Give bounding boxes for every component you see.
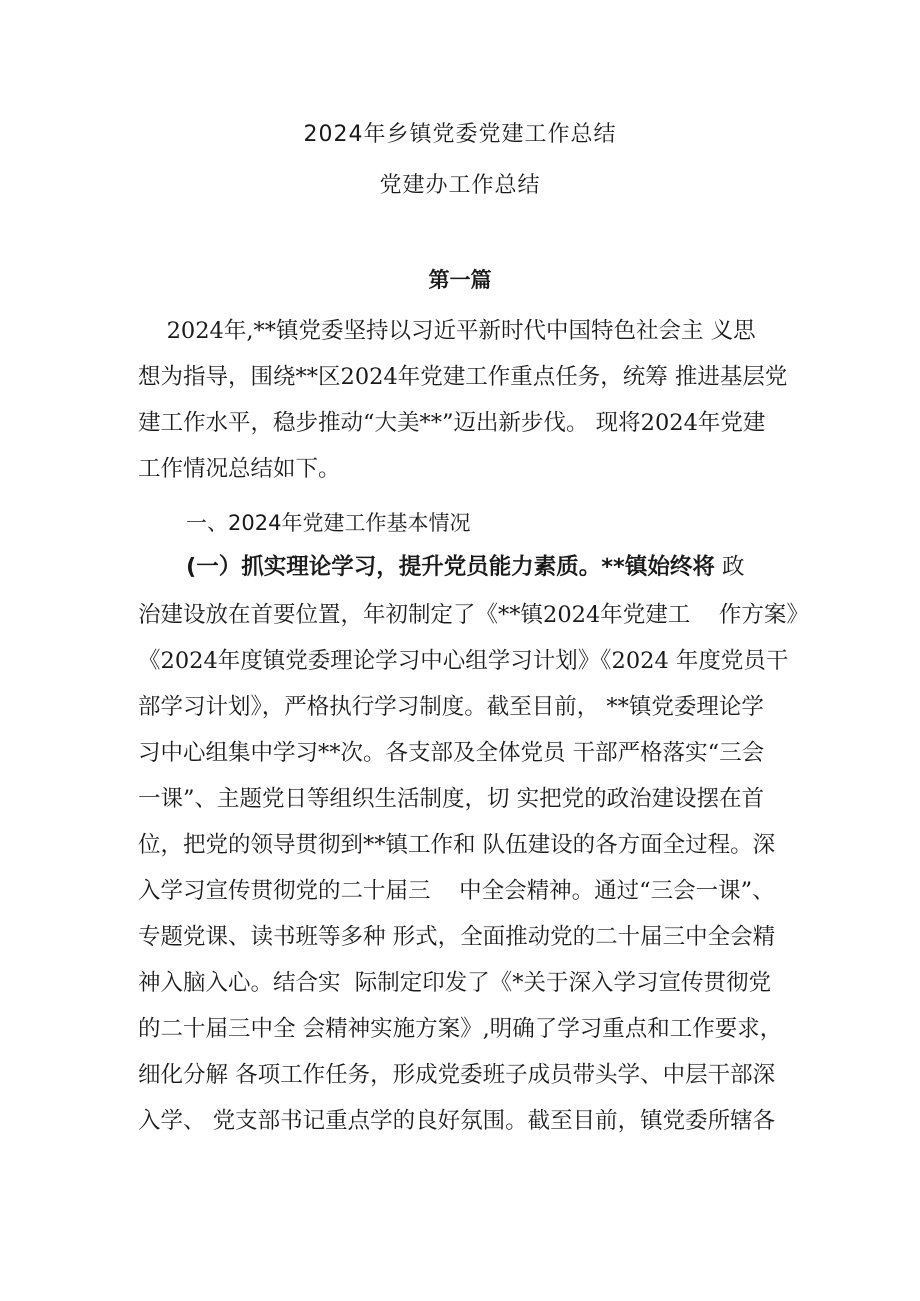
intro-line: 2024年,**镇党委坚持以习近平新时代中国特色社会主 义思 — [138, 318, 756, 344]
intro-line: 想为指导，围绕**区2024年党建工作重点任务，统筹 推进基层党 — [138, 364, 788, 390]
document-subtitle: 党建办工作总结 — [379, 173, 541, 198]
paragraph-line: 专题党课、读书班等多种 形式，全面推动党的二十届三中全会精 — [138, 924, 776, 950]
paragraph-line: 入学、 党支部书记重点学的良好氛围。截至目前，镇党委所辖各 — [138, 1108, 776, 1134]
paragraph-line: 神入脑入心。结合实 际制定印发了《*关于深入学习宣传贯彻党 — [138, 970, 772, 996]
paragraph-line: 部学习计划》，严格执行学习制度。截至目前， **镇党委理论学 — [138, 694, 764, 720]
paragraph-first-line — [186, 552, 806, 582]
paragraph-line: 位，把党的领导贯彻到**镇工作和 队伍建设的各方面全过程。深 — [138, 832, 776, 858]
paragraph-line: 治建设放在首要位置，年初制定了《**镇2024年党建工 作方案》 — [138, 602, 809, 628]
paragraph-lead-rest: 政 — [714, 554, 745, 580]
paragraph-line: 细化分解 各项工作任务，形成党委班子成员带头学、中层干部深 — [138, 1062, 776, 1088]
paragraph-line: 的二十届三中全 会精神实施方案》,明确了学习重点和工作要求， — [138, 1016, 783, 1042]
heading-level-1: 一、2024年党建工作基本情况 — [186, 511, 471, 535]
paragraph-line: 习中心组集中学习**次。各支部及全体党员 干部严格落实“三会 — [138, 740, 765, 766]
document-title: 2024年乡镇党委党建工作总结 — [303, 122, 617, 147]
paragraph-line: 一课”、主题党日等组织生活制度，切 实把党的政治建设摆在首 — [138, 786, 765, 812]
intro-line: 工作情况总结如下。 — [138, 456, 341, 482]
paragraph-line: 《2024年度镇党委理论学习中心组学习计划》《2024 年度党员干 — [138, 648, 789, 674]
section-heading: 第一篇 — [428, 268, 492, 292]
intro-line: 建工作水平，稳步推动“大美**”迈出新步伐。 现将2024年党建 — [138, 410, 766, 436]
paragraph-line: 入学习宣传贯彻党的二十届三 中全会精神。通过“三会一课”、 — [138, 878, 775, 904]
paragraph-lead-bold: (一）抓实理论学习，提升党员能力素质。**镇始终将 — [186, 554, 715, 580]
